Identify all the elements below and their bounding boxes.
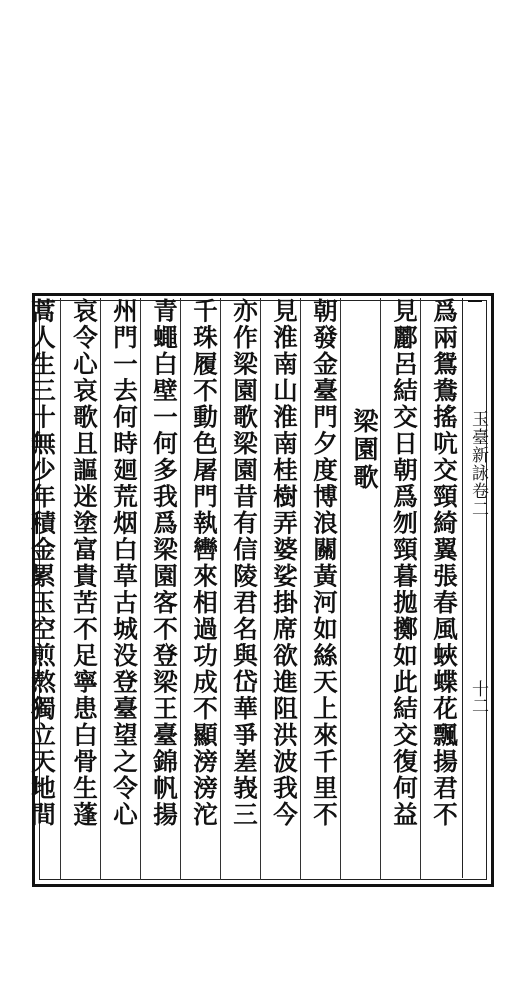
- text-column-2: 見酈呂結交日朝爲刎頸暮拋擲如此結交復何益: [390, 298, 419, 828]
- text-column-8: 青蠅白壁一何多我爲梁園客不登梁王臺錦帆揚: [150, 298, 179, 828]
- text-column-11: 蒿人生三十無少年積金累玉空煎熬獨立天地間: [28, 298, 57, 828]
- text-column-5: 見淮南山淮南桂樹弄婆娑掛席欲進阻洪波我今: [270, 298, 299, 828]
- text-column-4: 朝發金臺門夕度博浪關黃河如絲天上來千里不: [310, 298, 339, 828]
- text-column-7: 千珠履不動色屠門執轡來相過功成不顯滂滂沱: [190, 298, 219, 828]
- text-column-6: 亦作梁園歌梁園昔有信陵君名與岱華爭嵳峩三: [230, 298, 259, 828]
- page-margin-band: [462, 298, 489, 878]
- fish-tail-mark-icon: [468, 300, 482, 314]
- poem-title: 梁園歌: [350, 408, 379, 492]
- text-column-9: 州門一去何時廻荒烟白草古城没登臺望之令心: [110, 298, 139, 828]
- text-column-1: 爲兩鴛鴦搖吭交頸綺翼張春風蛺蝶花飄揚君不: [430, 298, 459, 828]
- margin-page-number: 十二: [468, 680, 488, 714]
- margin-book-title: 玉臺新詠卷二: [468, 410, 488, 518]
- text-column-10: 哀令心哀歌且謳迷塗富貴苦不足寧患白骨生蓬: [70, 298, 99, 828]
